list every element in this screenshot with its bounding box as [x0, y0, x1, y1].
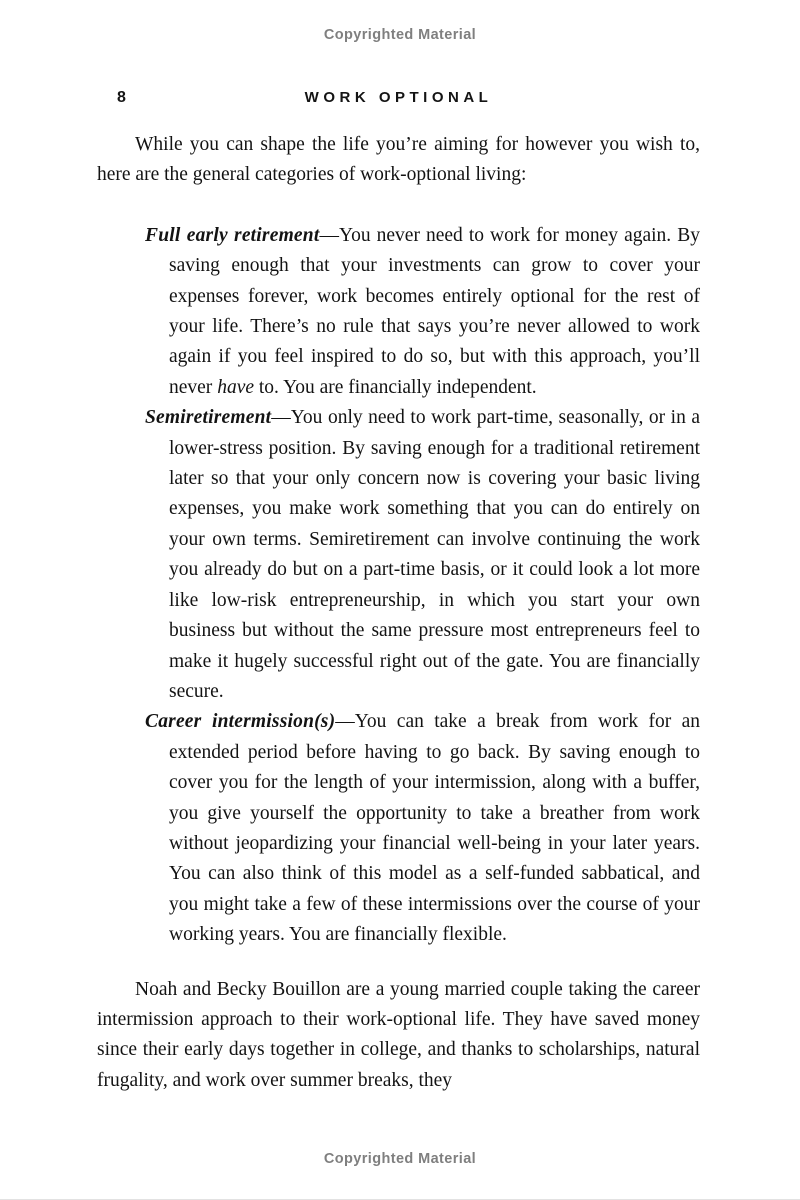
- category-list: [97, 221, 700, 951]
- category-text-emphasis: have: [217, 376, 254, 398]
- copyright-notice-bottom: Copyrighted Material: [323, 1151, 477, 1167]
- category-item-career-intermissions: [97, 707, 700, 950]
- page-body: [97, 130, 700, 1096]
- intro-paragraph: While you can shape the life you’re aiming for however you wish to, here are the general categories of work-optional living:: [97, 134, 700, 186]
- category-term: Semiretirement: [145, 407, 272, 429]
- category-text: —You never need to work for money again. By saving enough that your investments can grow to cover your expenses forever, work becomes entirely optional for the rest of your life. There’s no rule that says you’re never allowed to work again if you feel inspired to do so, but with this approach, you’ll never: [169, 224, 700, 398]
- category-text-continued: to. You are financially independent.: [254, 376, 537, 398]
- category-item-full-early-retirement: [97, 221, 700, 403]
- category-text: —You only need to work part-time, seasonally, or in a lower-stress position. By saving enough for a traditional retirement later so that your only concern now is covering your basic living expenses, you make work something that you can do entirely on your own terms. Semiretirement can involve continuing the work you already do but on a part-time basis, or it could look a lot more like low-risk entrepreneurship, in which you start your own business but without the same pressure most entrepreneurs feel to make it hugely successful right out of the gate. You are financially secure.: [169, 407, 700, 702]
- running-header-title: WORK OPTIONAL: [304, 89, 493, 106]
- category-text: —You can take a break from work for an extended period before having to go back. By saving enough to cover you for the length of your intermission, along with a buffer, you give yourself the opportunity to take a breather from work without jeopardizing your financial well-being in your later years. You can also think of this model as a self-funded sabbatical, and you might take a few of these intermissions over the course of your working years. You are financially flexible.: [169, 711, 700, 946]
- category-term: Full early retirement: [145, 224, 320, 246]
- category-term: Career intermission(s): [145, 711, 336, 733]
- closing-paragraph: Noah and Becky Bouillon are a young married couple taking the career intermission approach to their work-optional life. They have saved money since their early days together in college, and thanks to scholarships, natural frugality, and work over summer breaks, they: [97, 978, 700, 1091]
- copyright-notice-top: Copyrighted Material: [323, 27, 477, 43]
- page-number: 8: [117, 89, 126, 106]
- page-header: [97, 89, 700, 109]
- category-item-semiretirement: [97, 403, 700, 707]
